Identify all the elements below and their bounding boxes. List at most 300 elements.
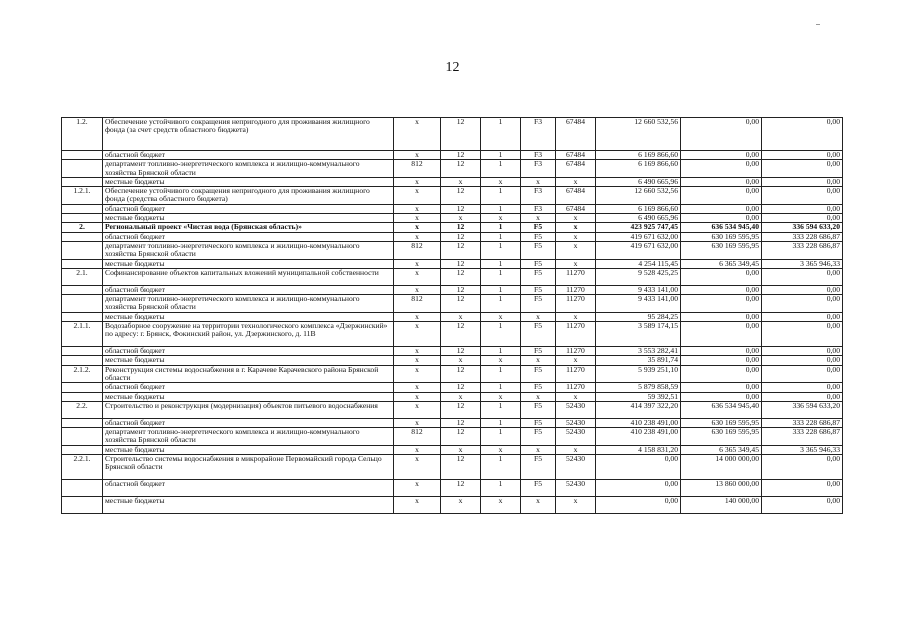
code-expense: 11270 bbox=[556, 295, 596, 313]
amount-year-2: 636 534 945,40 bbox=[681, 223, 762, 232]
code-expense: х bbox=[556, 214, 596, 223]
code-target: F5 bbox=[521, 223, 556, 232]
code-subsection: х bbox=[481, 497, 521, 514]
amount-year-1: 410 238 491,00 bbox=[596, 428, 681, 446]
table-row bbox=[62, 383, 843, 392]
table-row bbox=[62, 223, 843, 232]
row-number: 2.2. bbox=[62, 401, 103, 418]
code-subsection: х bbox=[481, 392, 521, 401]
row-number bbox=[62, 151, 103, 160]
amount-year-1: 4 158 831,20 bbox=[596, 445, 681, 454]
amount-year-1: 414 397 322,20 bbox=[596, 401, 681, 418]
code-target: F5 bbox=[521, 259, 556, 268]
code-target: F5 bbox=[521, 455, 556, 480]
code-expense: 67484 bbox=[556, 151, 596, 160]
amount-year-3: 333 228 686,87 bbox=[762, 418, 843, 427]
row-name: областной бюджет bbox=[103, 480, 394, 497]
code-target: F5 bbox=[521, 241, 556, 259]
code-expense: х bbox=[556, 356, 596, 365]
amount-year-1: 5 939 251,10 bbox=[596, 365, 681, 383]
code-admin: х bbox=[394, 418, 441, 427]
amount-year-1: 3 589 174,15 bbox=[596, 322, 681, 347]
row-name: местные бюджеты bbox=[103, 356, 394, 365]
code-admin: х bbox=[394, 223, 441, 232]
code-target: F5 bbox=[521, 347, 556, 356]
code-expense: 11270 bbox=[556, 347, 596, 356]
budget-table bbox=[61, 117, 843, 514]
code-subsection: 1 bbox=[481, 322, 521, 347]
code-expense: 67484 bbox=[556, 187, 596, 205]
amount-year-1: 59 392,51 bbox=[596, 392, 681, 401]
code-section: 12 bbox=[441, 401, 481, 418]
code-subsection: 1 bbox=[481, 268, 521, 285]
row-name: областной бюджет bbox=[103, 347, 394, 356]
row-number bbox=[62, 312, 103, 321]
code-target: F3 bbox=[521, 151, 556, 160]
code-admin: х bbox=[394, 401, 441, 418]
code-admin: х bbox=[394, 259, 441, 268]
amount-year-3: 0,00 bbox=[762, 295, 843, 313]
code-expense: х bbox=[556, 232, 596, 241]
code-subsection: 1 bbox=[481, 259, 521, 268]
table-row bbox=[62, 177, 843, 186]
row-name: департамент топливно-энергетического комплекса и жилищно-коммунального хозяйства Брянской области bbox=[103, 428, 394, 446]
code-subsection: 1 bbox=[481, 204, 521, 213]
amount-year-2: 0,00 bbox=[681, 312, 762, 321]
code-section: 12 bbox=[441, 259, 481, 268]
row-name: Реконструкция системы водоснабжения в г. Карачеве Карачевского района Брянской области bbox=[103, 365, 394, 383]
row-name: областной бюджет bbox=[103, 285, 394, 294]
row-name: местные бюджеты bbox=[103, 312, 394, 321]
code-expense: х bbox=[556, 223, 596, 232]
amount-year-3: 0,00 bbox=[762, 347, 843, 356]
table-row bbox=[62, 356, 843, 365]
amount-year-3: 0,00 bbox=[762, 151, 843, 160]
table-body bbox=[62, 118, 843, 514]
amount-year-3: 0,00 bbox=[762, 177, 843, 186]
row-number bbox=[62, 497, 103, 514]
code-section: 12 bbox=[441, 151, 481, 160]
amount-year-2: 0,00 bbox=[681, 177, 762, 186]
code-subsection: х bbox=[481, 356, 521, 365]
amount-year-3: 0,00 bbox=[762, 392, 843, 401]
amount-year-2: 630 169 595,95 bbox=[681, 241, 762, 259]
amount-year-1: 423 925 747,45 bbox=[596, 223, 681, 232]
code-target: х bbox=[521, 312, 556, 321]
amount-year-2: 0,00 bbox=[681, 285, 762, 294]
code-admin: х bbox=[394, 322, 441, 347]
row-number bbox=[62, 383, 103, 392]
code-section: 12 bbox=[441, 295, 481, 313]
amount-year-1: 12 660 532,56 bbox=[596, 118, 681, 151]
code-subsection: 1 bbox=[481, 365, 521, 383]
row-name: областной бюджет bbox=[103, 383, 394, 392]
code-section: х bbox=[441, 312, 481, 321]
amount-year-1: 6 490 665,96 bbox=[596, 177, 681, 186]
row-number bbox=[62, 241, 103, 259]
amount-year-2: 14 000 000,00 bbox=[681, 455, 762, 480]
code-admin: х bbox=[394, 480, 441, 497]
code-expense: 11270 bbox=[556, 322, 596, 347]
code-expense: 11270 bbox=[556, 285, 596, 294]
table-row bbox=[62, 480, 843, 497]
code-section: х bbox=[441, 356, 481, 365]
row-number bbox=[62, 356, 103, 365]
amount-year-3: 0,00 bbox=[762, 285, 843, 294]
row-number bbox=[62, 214, 103, 223]
page-number: 12 bbox=[445, 60, 460, 75]
row-name: Строительство и реконструкция (модернизация) объектов питьевого водоснабжения bbox=[103, 401, 394, 418]
code-target: F5 bbox=[521, 365, 556, 383]
row-number bbox=[62, 418, 103, 427]
amount-year-1: 5 879 858,59 bbox=[596, 383, 681, 392]
row-number: 2.1.2. bbox=[62, 365, 103, 383]
code-target: F3 bbox=[521, 187, 556, 205]
code-target: F5 bbox=[521, 285, 556, 294]
row-number bbox=[62, 160, 103, 178]
amount-year-3: 0,00 bbox=[762, 383, 843, 392]
amount-year-2: 636 534 945,40 bbox=[681, 401, 762, 418]
amount-year-2: 0,00 bbox=[681, 214, 762, 223]
table-row bbox=[62, 497, 843, 514]
code-subsection: 1 bbox=[481, 160, 521, 178]
code-subsection: 1 bbox=[481, 418, 521, 427]
code-section: х bbox=[441, 497, 481, 514]
code-subsection: х bbox=[481, 177, 521, 186]
row-number: 2.2.1. bbox=[62, 455, 103, 480]
code-admin: 812 bbox=[394, 160, 441, 178]
code-admin: х bbox=[394, 214, 441, 223]
amount-year-1: 0,00 bbox=[596, 497, 681, 514]
table-row bbox=[62, 295, 843, 313]
code-target: х bbox=[521, 392, 556, 401]
amount-year-2: 0,00 bbox=[681, 118, 762, 151]
row-number: 2.1. bbox=[62, 268, 103, 285]
code-section: 12 bbox=[441, 232, 481, 241]
amount-year-3: 0,00 bbox=[762, 365, 843, 383]
amount-year-2: 0,00 bbox=[681, 204, 762, 213]
code-expense: х bbox=[556, 445, 596, 454]
code-expense: х bbox=[556, 312, 596, 321]
amount-year-3: 0,00 bbox=[762, 214, 843, 223]
amount-year-3: 0,00 bbox=[762, 312, 843, 321]
code-expense: 67484 bbox=[556, 204, 596, 213]
table-row bbox=[62, 259, 843, 268]
code-expense: 67484 bbox=[556, 160, 596, 178]
table-row bbox=[62, 392, 843, 401]
code-subsection: 1 bbox=[481, 383, 521, 392]
row-name: областной бюджет bbox=[103, 232, 394, 241]
code-section: 12 bbox=[441, 204, 481, 213]
row-name: Водозаборное сооружение на территории технологического комплекса «Дзержинский» по адресу: г. Брянск, Фокинский район, ул. Дзержинского, д. 11В bbox=[103, 322, 394, 347]
amount-year-3: 336 594 633,20 bbox=[762, 223, 843, 232]
amount-year-2: 630 169 595,95 bbox=[681, 418, 762, 427]
code-section: 12 bbox=[441, 285, 481, 294]
row-name: местные бюджеты bbox=[103, 497, 394, 514]
amount-year-3: 0,00 bbox=[762, 160, 843, 178]
code-section: 12 bbox=[441, 428, 481, 446]
code-admin: х bbox=[394, 285, 441, 294]
table-row bbox=[62, 214, 843, 223]
row-name: областной бюджет bbox=[103, 151, 394, 160]
code-section: х bbox=[441, 177, 481, 186]
amount-year-3: 3 365 946,33 bbox=[762, 259, 843, 268]
code-target: х bbox=[521, 177, 556, 186]
code-subsection: 1 bbox=[481, 347, 521, 356]
amount-year-1: 0,00 bbox=[596, 455, 681, 480]
code-admin: х bbox=[394, 455, 441, 480]
amount-year-1: 4 254 115,45 bbox=[596, 259, 681, 268]
code-expense: х bbox=[556, 392, 596, 401]
row-name: местные бюджеты bbox=[103, 177, 394, 186]
amount-year-1: 419 671 632,00 bbox=[596, 232, 681, 241]
row-name: областной бюджет bbox=[103, 418, 394, 427]
code-admin: х bbox=[394, 118, 441, 151]
table-row bbox=[62, 151, 843, 160]
code-section: 12 bbox=[441, 418, 481, 427]
code-section: 12 bbox=[441, 365, 481, 383]
table-row bbox=[62, 347, 843, 356]
code-section: 12 bbox=[441, 118, 481, 151]
code-target: F3 bbox=[521, 160, 556, 178]
code-subsection: х bbox=[481, 445, 521, 454]
amount-year-2: 140 000,00 bbox=[681, 497, 762, 514]
code-target: F3 bbox=[521, 204, 556, 213]
row-number: 1.2.1. bbox=[62, 187, 103, 205]
row-number bbox=[62, 295, 103, 313]
code-target: х bbox=[521, 214, 556, 223]
amount-year-1: 6 169 866,60 bbox=[596, 204, 681, 213]
code-subsection: 1 bbox=[481, 285, 521, 294]
code-target: F5 bbox=[521, 295, 556, 313]
table-row bbox=[62, 187, 843, 205]
table-row bbox=[62, 232, 843, 241]
code-admin: х bbox=[394, 392, 441, 401]
amount-year-3: 0,00 bbox=[762, 268, 843, 285]
row-number: 2.1.1. bbox=[62, 322, 103, 347]
table-row bbox=[62, 241, 843, 259]
amount-year-2: 0,00 bbox=[681, 383, 762, 392]
code-admin: х bbox=[394, 383, 441, 392]
amount-year-1: 35 891,74 bbox=[596, 356, 681, 365]
code-section: х bbox=[441, 445, 481, 454]
table-row bbox=[62, 428, 843, 446]
amount-year-2: 0,00 bbox=[681, 322, 762, 347]
amount-year-3: 3 365 946,33 bbox=[762, 445, 843, 454]
code-target: F5 bbox=[521, 480, 556, 497]
table-row bbox=[62, 204, 843, 213]
table-row bbox=[62, 285, 843, 294]
code-subsection: 1 bbox=[481, 118, 521, 151]
code-subsection: 1 bbox=[481, 295, 521, 313]
code-target: х bbox=[521, 356, 556, 365]
amount-year-3: 336 594 633,20 bbox=[762, 401, 843, 418]
amount-year-2: 0,00 bbox=[681, 268, 762, 285]
code-expense: х bbox=[556, 177, 596, 186]
code-expense: х bbox=[556, 259, 596, 268]
row-number bbox=[62, 204, 103, 213]
amount-year-2: 0,00 bbox=[681, 356, 762, 365]
code-admin: 812 bbox=[394, 241, 441, 259]
code-subsection: 1 bbox=[481, 401, 521, 418]
code-expense: 11270 bbox=[556, 365, 596, 383]
amount-year-2: 0,00 bbox=[681, 295, 762, 313]
code-subsection: 1 bbox=[481, 187, 521, 205]
code-admin: х bbox=[394, 497, 441, 514]
amount-year-3: 0,00 bbox=[762, 187, 843, 205]
code-expense: 52430 bbox=[556, 401, 596, 418]
code-target: F5 bbox=[521, 268, 556, 285]
row-name: Обеспечение устойчивого сокращения непригодного для проживания жилищного фонда (за счет средств областного бюджета) bbox=[103, 118, 394, 151]
code-expense: х bbox=[556, 241, 596, 259]
table-row bbox=[62, 268, 843, 285]
table-row bbox=[62, 455, 843, 480]
code-subsection: 1 bbox=[481, 232, 521, 241]
code-section: 12 bbox=[441, 455, 481, 480]
code-admin: х bbox=[394, 187, 441, 205]
code-subsection: х bbox=[481, 312, 521, 321]
code-section: х bbox=[441, 214, 481, 223]
code-section: х bbox=[441, 392, 481, 401]
code-admin: х bbox=[394, 151, 441, 160]
amount-year-2: 0,00 bbox=[681, 365, 762, 383]
code-admin: х bbox=[394, 268, 441, 285]
amount-year-3: 333 228 686,87 bbox=[762, 428, 843, 446]
row-name: Строительство системы водоснабжения в микрорайоне Первомайский города Сельцо Брянской области bbox=[103, 455, 394, 480]
code-target: F5 bbox=[521, 232, 556, 241]
code-section: 12 bbox=[441, 268, 481, 285]
amount-year-2: 0,00 bbox=[681, 347, 762, 356]
row-number bbox=[62, 428, 103, 446]
code-admin: 812 bbox=[394, 428, 441, 446]
code-expense: 52430 bbox=[556, 455, 596, 480]
code-section: 12 bbox=[441, 347, 481, 356]
amount-year-3: 333 228 686,87 bbox=[762, 232, 843, 241]
amount-year-1: 3 553 282,41 bbox=[596, 347, 681, 356]
code-section: 12 bbox=[441, 322, 481, 347]
table-row bbox=[62, 312, 843, 321]
amount-year-1: 419 671 632,00 bbox=[596, 241, 681, 259]
code-admin: х bbox=[394, 312, 441, 321]
code-section: 12 bbox=[441, 187, 481, 205]
code-target: х bbox=[521, 445, 556, 454]
amount-year-1: 6 169 866,60 bbox=[596, 160, 681, 178]
table-row bbox=[62, 445, 843, 454]
amount-year-3: 0,00 bbox=[762, 356, 843, 365]
table-row bbox=[62, 322, 843, 347]
row-name: областной бюджет bbox=[103, 204, 394, 213]
code-admin: 812 bbox=[394, 295, 441, 313]
code-section: 12 bbox=[441, 160, 481, 178]
code-target: F5 bbox=[521, 428, 556, 446]
amount-year-2: 13 860 000,00 bbox=[681, 480, 762, 497]
amount-year-2: 0,00 bbox=[681, 160, 762, 178]
code-admin: х bbox=[394, 177, 441, 186]
amount-year-1: 9 433 141,00 bbox=[596, 285, 681, 294]
table-row bbox=[62, 418, 843, 427]
row-number bbox=[62, 177, 103, 186]
amount-year-1: 410 238 491,00 bbox=[596, 418, 681, 427]
code-subsection: 1 bbox=[481, 455, 521, 480]
amount-year-3: 0,00 bbox=[762, 480, 843, 497]
amount-year-1: 95 284,25 bbox=[596, 312, 681, 321]
row-number bbox=[62, 259, 103, 268]
amount-year-2: 630 169 595,95 bbox=[681, 232, 762, 241]
row-name: Обеспечение устойчивого сокращения непригодного для проживания жилищного фонда (средства областного бюджета) bbox=[103, 187, 394, 205]
code-section: 12 bbox=[441, 223, 481, 232]
corner-mark bbox=[816, 24, 820, 25]
row-name: департамент топливно-энергетического комплекса и жилищно-коммунального хозяйства Брянской области bbox=[103, 295, 394, 313]
row-number: 1.2. bbox=[62, 118, 103, 151]
table-row bbox=[62, 401, 843, 418]
amount-year-1: 6 490 665,96 bbox=[596, 214, 681, 223]
amount-year-2: 6 365 349,45 bbox=[681, 259, 762, 268]
amount-year-3: 333 228 686,87 bbox=[762, 241, 843, 259]
code-section: 12 bbox=[441, 383, 481, 392]
amount-year-1: 0,00 bbox=[596, 480, 681, 497]
code-expense: 52430 bbox=[556, 480, 596, 497]
amount-year-2: 0,00 bbox=[681, 187, 762, 205]
code-admin: х bbox=[394, 232, 441, 241]
code-expense: 11270 bbox=[556, 268, 596, 285]
code-expense: х bbox=[556, 497, 596, 514]
row-number bbox=[62, 392, 103, 401]
code-expense: 11270 bbox=[556, 383, 596, 392]
code-expense: 52430 bbox=[556, 428, 596, 446]
row-name: Региональный проект «Чистая вода (Брянская область)» bbox=[103, 223, 394, 232]
code-subsection: 1 bbox=[481, 428, 521, 446]
amount-year-3: 0,00 bbox=[762, 204, 843, 213]
code-admin: х bbox=[394, 356, 441, 365]
row-name: Софинансирование объектов капитальных вложений муниципальной собственности bbox=[103, 268, 394, 285]
amount-year-3: 0,00 bbox=[762, 118, 843, 151]
amount-year-3: 0,00 bbox=[762, 322, 843, 347]
amount-year-2: 0,00 bbox=[681, 151, 762, 160]
code-expense: 52430 bbox=[556, 418, 596, 427]
code-admin: х bbox=[394, 204, 441, 213]
amount-year-2: 630 169 595,95 bbox=[681, 428, 762, 446]
row-number bbox=[62, 347, 103, 356]
amount-year-1: 9 528 425,25 bbox=[596, 268, 681, 285]
row-number: 2. bbox=[62, 223, 103, 232]
amount-year-3: 0,00 bbox=[762, 455, 843, 480]
row-number bbox=[62, 445, 103, 454]
amount-year-3: 0,00 bbox=[762, 497, 843, 514]
amount-year-1: 6 169 866,60 bbox=[596, 151, 681, 160]
code-expense: 67484 bbox=[556, 118, 596, 151]
code-admin: х bbox=[394, 445, 441, 454]
code-subsection: 1 bbox=[481, 480, 521, 497]
table-row bbox=[62, 365, 843, 383]
row-number bbox=[62, 480, 103, 497]
code-subsection: 1 bbox=[481, 223, 521, 232]
amount-year-2: 6 365 349,45 bbox=[681, 445, 762, 454]
code-target: F3 bbox=[521, 118, 556, 151]
amount-year-1: 12 660 532,56 bbox=[596, 187, 681, 205]
code-admin: х bbox=[394, 347, 441, 356]
row-number bbox=[62, 285, 103, 294]
code-target: F5 bbox=[521, 418, 556, 427]
code-target: F5 bbox=[521, 322, 556, 347]
amount-year-1: 9 433 141,00 bbox=[596, 295, 681, 313]
row-name: местные бюджеты bbox=[103, 259, 394, 268]
table-row bbox=[62, 160, 843, 178]
code-section: 12 bbox=[441, 241, 481, 259]
code-subsection: 1 bbox=[481, 151, 521, 160]
amount-year-2: 0,00 bbox=[681, 392, 762, 401]
row-name: департамент топливно-энергетического комплекса и жилищно-коммунального хозяйства Брянской области bbox=[103, 241, 394, 259]
code-subsection: 1 bbox=[481, 241, 521, 259]
